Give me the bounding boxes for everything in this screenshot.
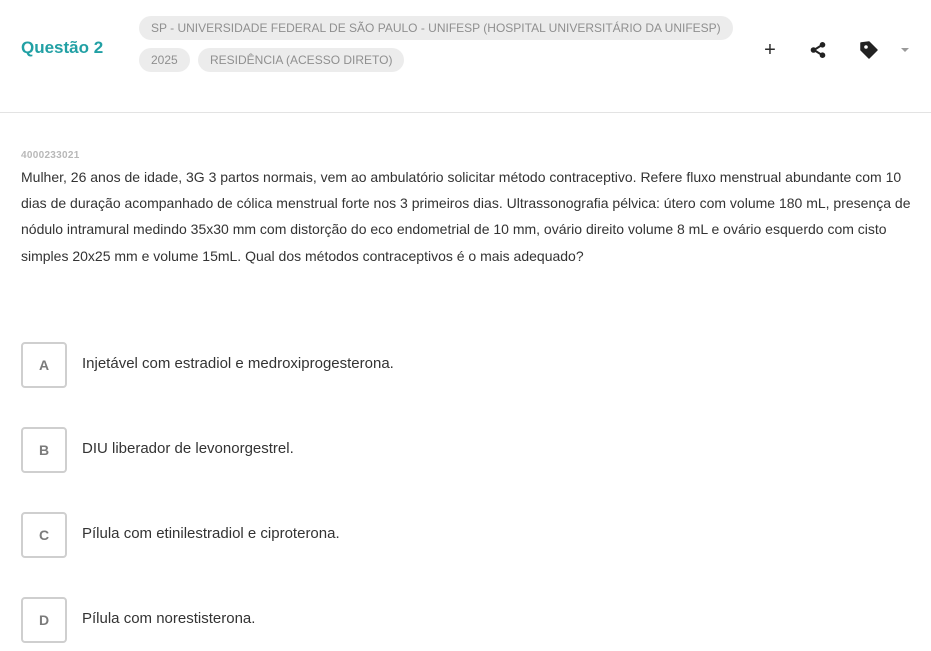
option-d[interactable]: [21, 597, 901, 643]
option-b[interactable]: [21, 427, 901, 473]
tag-dropdown-button[interactable]: [893, 38, 917, 62]
option-letter: A: [21, 342, 67, 388]
plus-icon: +: [764, 39, 776, 61]
year-chip[interactable]: 2025: [139, 48, 190, 72]
option-a[interactable]: [21, 342, 901, 388]
option-letter: B: [21, 427, 67, 473]
tag-button[interactable]: [857, 38, 881, 62]
option-text: Pílula com norestisterona.: [82, 610, 256, 627]
option-text: Pílula com etinilestradiol e ciproterona.: [82, 525, 340, 542]
question-header: [0, 0, 931, 113]
chevron-down-icon: [899, 44, 911, 56]
question-title: Questão 2: [21, 38, 104, 57]
option-c[interactable]: [21, 512, 901, 558]
institution-chip[interactable]: SP - UNIVERSIDADE FEDERAL DE SÃO PAULO - UNIFESP (HOSPITAL UNIVERSITÁRIO DA UNIFESP): [139, 16, 733, 40]
option-text: Injetável com estradiol e medroxiprogesterona.: [82, 355, 394, 372]
option-letter: D: [21, 597, 67, 643]
question-id: 4000233021: [21, 150, 80, 161]
question-stem: Mulher, 26 anos de idade, 3G 3 partos normais, vem ao ambulatório solicitar método contraceptivo. Refere fluxo menstrual abundante com 10 dias de duração acompanhado de cólica menstrual forte nos 3 primeiros dias. Ultrassonografia pélvica: útero com volume 180 mL, presença de nódulo intramural medindo 35x30 mm com distorção do eco endometrial de 10 mm, ovário direito volume 8 mL e ovário esquerdo com cisto simples 20x25 mm e volume 15mL. Qual dos métodos contraceptivos é o mais adequado?: [21, 169, 911, 264]
option-text: DIU liberador de levonorgestrel.: [82, 440, 294, 457]
share-button[interactable]: [806, 38, 830, 62]
exam-type-chip[interactable]: RESIDÊNCIA (ACESSO DIRETO): [198, 48, 404, 72]
share-icon: [809, 41, 827, 59]
tag-icon: [859, 40, 879, 60]
add-button[interactable]: [758, 38, 782, 62]
option-letter: C: [21, 512, 67, 558]
